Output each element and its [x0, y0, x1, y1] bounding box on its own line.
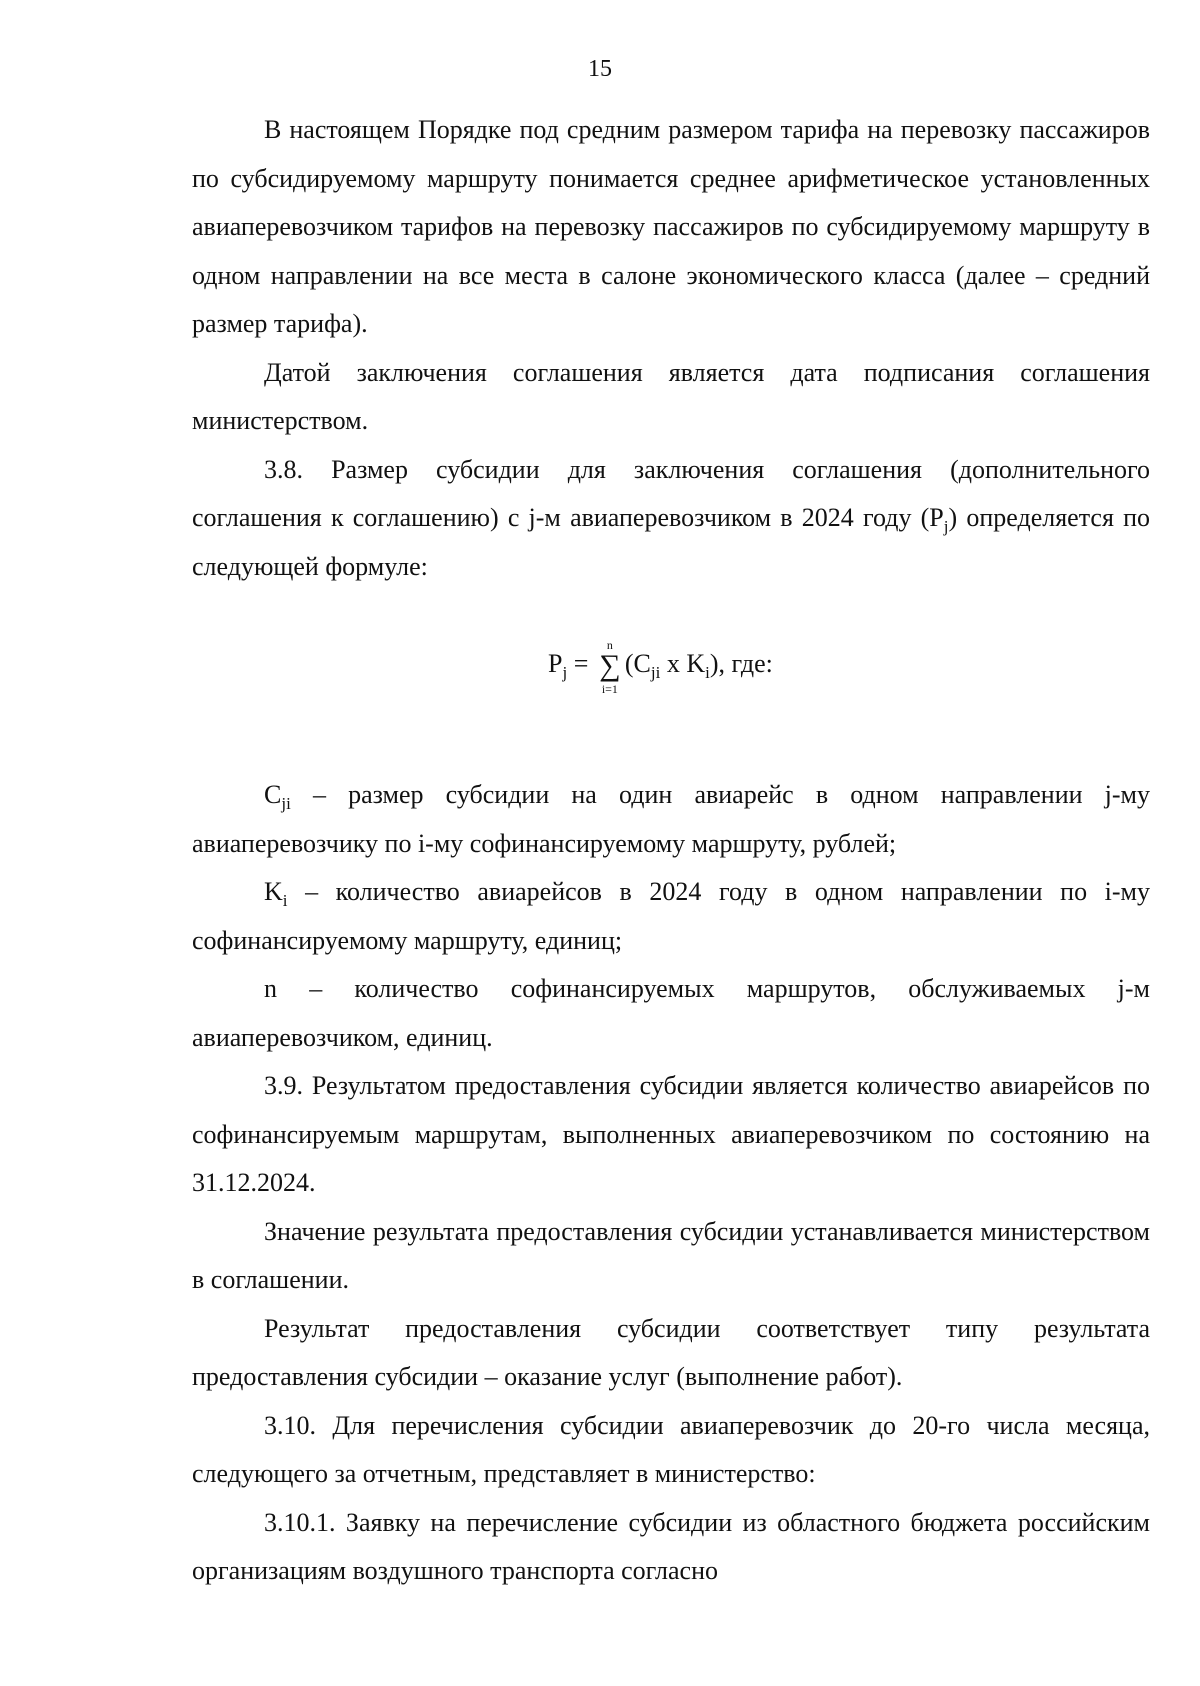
formula-open: (C: [624, 649, 651, 678]
section-3-8-subscript: j: [943, 517, 949, 537]
formula-block: [192, 591, 1150, 771]
formula-equals: =: [567, 649, 595, 678]
definition-symbol: n: [264, 974, 277, 1003]
definition-ki: [192, 868, 1150, 965]
paragraph-result-type: Результат предоставления субсидии соответствует типу результата предоставления субсидии – оказание услуг (выполнение работ).: [192, 1313, 1150, 1391]
definition-symbol: K: [264, 877, 283, 906]
summation-upper-limit: n: [606, 638, 613, 653]
definition-symbol-subscript: ji: [281, 794, 291, 814]
section-3-8-text-end: ) определяется по следующей формуле:: [192, 503, 1151, 581]
definition-text: – количество софинансируемых маршрутов, обслуживаемых j-м авиаперевозчиком, единиц.: [192, 974, 1150, 1052]
definition-text: – количество авиарейсов в 2024 году в одном направлении по i-му софинансируемому маршруту, единиц;: [192, 877, 1150, 955]
formula-lhs: P: [548, 649, 563, 678]
formula-times: x K: [660, 649, 706, 678]
definition-n: [192, 965, 1150, 1062]
document-body: [192, 106, 1150, 1596]
paragraph-result-value: Значение результата предоставления субсидии устанавливается министерством в соглашении.: [192, 1216, 1150, 1294]
definition-symbol: C: [264, 780, 282, 809]
definition-cji: [192, 771, 1150, 868]
definition-text: – размер субсидии на один авиарейс в одном направлении j-му авиаперевозчику по i-му софинансируемому маршруту, рублей;: [192, 780, 1150, 858]
formula-k-subscript: i: [705, 663, 710, 683]
summation-sign: ∑: [599, 649, 621, 683]
formula-lhs-subscript: j: [562, 663, 568, 683]
paragraph-3-10-1: 3.10.1. Заявку на перечисление субсидии из областного бюджета российским организациям воздушного транспорта согласно: [192, 1507, 1150, 1585]
subsidy-formula: [548, 638, 773, 697]
paragraph-3-9: 3.9. Результатом предоставления субсидии является количество авиарейсов по софинансируемым маршрутам, выполненных авиаперевозчиком по состоянию на 31.12.2024.: [192, 1071, 1150, 1197]
section-3-8-text: 3.8. Размер субсидии для заключения соглашения (дополнительного соглашения к соглашению) с j-м авиаперевозчиком в 2024 году (P: [192, 454, 1150, 532]
summation-lower-limit: i=1: [601, 682, 618, 697]
page-number: 15: [588, 56, 612, 82]
summation-symbol: [595, 638, 625, 697]
paragraph-3-8: [192, 446, 1150, 592]
formula-close: ), где:: [709, 649, 773, 678]
paragraph-average-tariff: В настоящем Порядке под средним размером тарифа на перевозку пассажиров по субсидируемому маршруту понимается среднее арифметическое установленных авиаперевозчиком тарифов на перевозку пассажиров по субсидируемому маршруту в одном направлении на все места в салоне экономического класса (далее – средний размер тарифа).: [192, 115, 1150, 338]
formula-c-subscript: ji: [650, 663, 661, 683]
definition-symbol-subscript: i: [282, 891, 288, 911]
paragraph-3-10: 3.10. Для перечисления субсидии авиаперевозчик до 20-го числа месяца, следующего за отчетным, представляет в министерство:: [192, 1410, 1150, 1488]
paragraph-agreement-date: Датой заключения соглашения является дата подписания соглашения министерством.: [192, 357, 1150, 435]
